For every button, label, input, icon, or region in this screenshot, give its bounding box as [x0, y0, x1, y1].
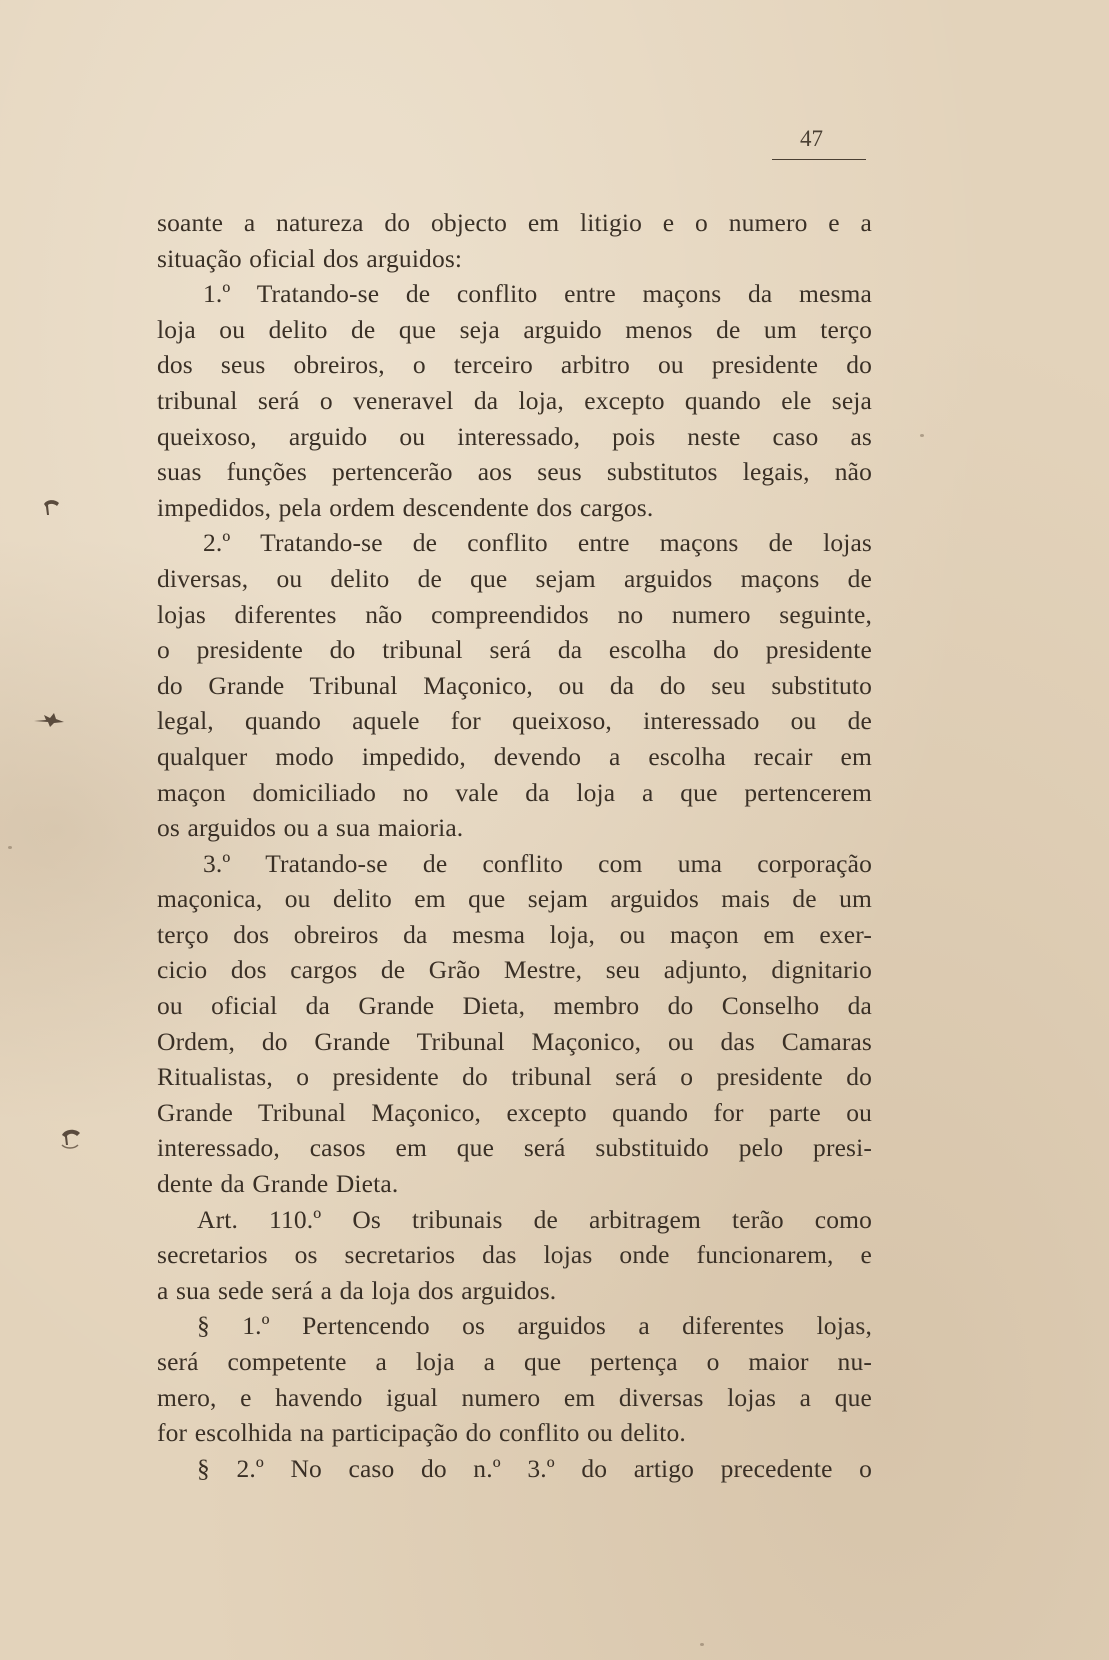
text-line: será competente a loja a que pertença o maior nu- — [157, 1347, 872, 1376]
text-line: o presidente do tribunal será da escolha do presidente — [157, 635, 872, 665]
text-line: cicio dos cargos de Grão Mestre, seu adjunto, dignitario — [157, 955, 872, 985]
text-line: Grande Tribunal Maçonico, excepto quando for parte ou — [157, 1097, 872, 1127]
body-text — [157, 205, 872, 1486]
text-line: dente da Grande Dieta. — [157, 1169, 399, 1199]
text-line: Art. 110.º Os tribunais de arbitragem terão como — [197, 1204, 872, 1234]
text-line: do Grande Tribunal Maçonico, ou da do seu substituto — [157, 670, 872, 700]
text-line: Ordem, do Grande Tribunal Maçonico, ou das Camaras — [157, 1026, 872, 1056]
text-line: legal, quando aquele for queixoso, interessado ou de — [157, 706, 872, 736]
text-line: § 2.º No caso do n.º 3.º do artigo precedente o — [197, 1453, 872, 1483]
text-line: for escolhida na participação do conflito ou delito. — [157, 1418, 686, 1448]
paper-speck — [920, 434, 924, 437]
text-line: situação oficial dos arguidos: — [157, 243, 463, 273]
text-line: 2.º Tratando-se de conflito entre maçons de lojas — [203, 528, 872, 558]
text-line: Ritualistas, o presidente do tribunal será o presidente do — [157, 1062, 872, 1092]
ink-blot-icon — [56, 1123, 86, 1151]
paper-speck — [700, 1643, 704, 1646]
text-line: 3.º Tratando-se de conflito com uma corporação — [203, 848, 872, 878]
text-line: secretarios os secretarios das lojas onde funcionarem, e — [157, 1240, 872, 1270]
text-line: tribunal será o veneravel da loja, excepto quando ele seja — [157, 385, 872, 415]
text-line: queixoso, arguido ou interessado, pois neste caso as — [157, 421, 872, 451]
ink-blot-icon — [40, 496, 62, 518]
ink-blot-icon — [32, 707, 66, 729]
text-line: impedidos, pela ordem descendente dos cargos. — [157, 492, 654, 522]
text-line: os arguidos ou a sua maioria. — [157, 813, 464, 843]
text-line: soante a natureza do objecto em litigio e o numero e a — [157, 208, 872, 237]
text-line: maçon domiciliado no vale da loja a que pertencerem — [157, 777, 872, 807]
text-line: maçonica, ou delito em que sejam arguidos mais de um — [157, 884, 872, 914]
text-line: terço dos obreiros da mesma loja, ou maçon em exer- — [157, 919, 872, 949]
paper-speck — [8, 846, 12, 849]
page-number: 47 — [800, 126, 823, 151]
text-line: interessado, casos em que será substituido pelo presi- — [157, 1133, 872, 1163]
text-line: mero, e havendo igual numero em diversas lojas a que — [157, 1382, 872, 1412]
text-line: 1.º Tratando-se de conflito entre maçons da mesma — [203, 279, 872, 309]
text-line: suas funções pertencerão aos seus substitutos legais, não — [157, 457, 872, 487]
text-line: ou oficial da Grande Dieta, membro do Conselho da — [157, 991, 872, 1021]
text-line: loja ou delito de que seja arguido menos de um terço — [157, 314, 872, 344]
page-number-rule — [772, 159, 866, 160]
text-line: dos seus obreiros, o terceiro arbitro ou presidente do — [157, 350, 872, 380]
text-line: qualquer modo impedido, devendo a escolha recair em — [157, 741, 872, 771]
text-line: lojas diferentes não compreendidos no numero seguinte, — [157, 599, 872, 629]
text-line: a sua sede será a da loja dos arguidos. — [157, 1275, 557, 1305]
text-line: § 1.º Pertencendo os arguidos a diferentes lojas, — [197, 1311, 872, 1341]
text-line: diversas, ou delito de que sejam arguidos maçons de — [157, 563, 872, 593]
